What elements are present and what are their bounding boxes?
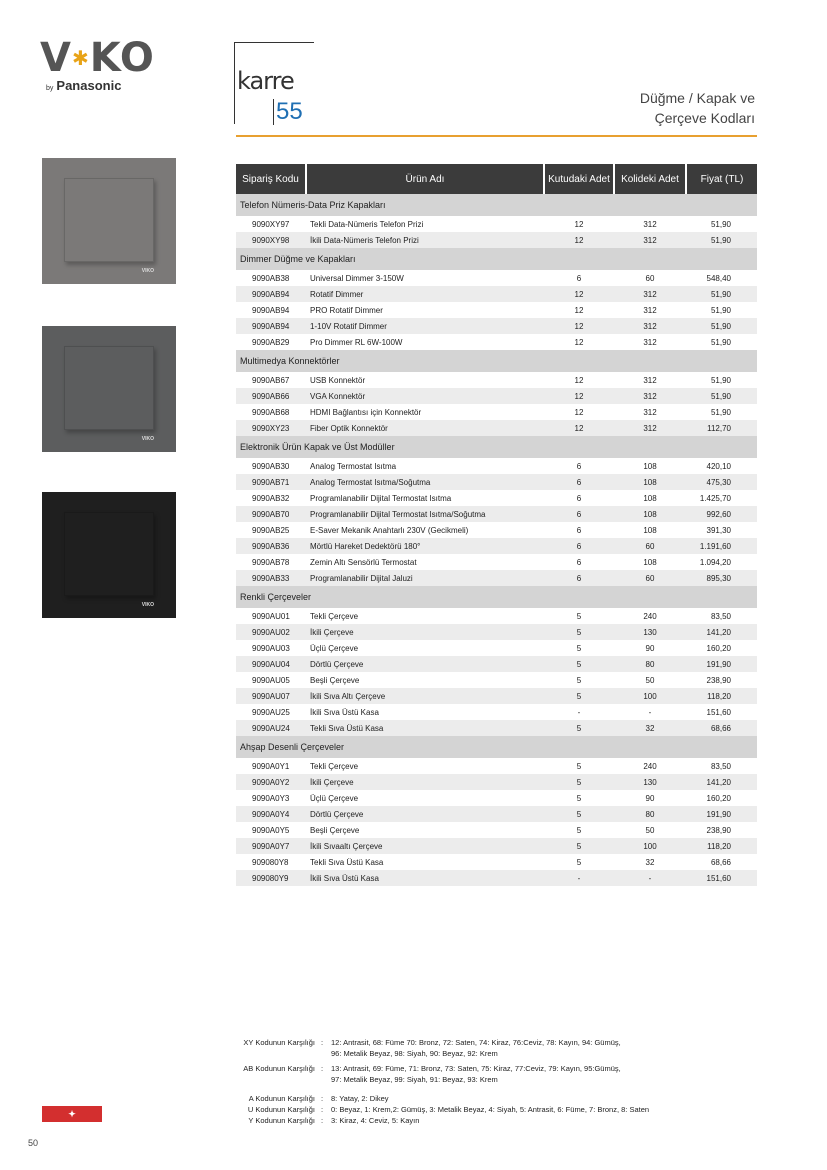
table-row (236, 554, 757, 570)
cell-product-name: Dörtlü Çerçeve (306, 806, 544, 822)
cell-product-name: Rotatif Dimmer (306, 286, 544, 302)
section-title: Renkli Çerçeveler (236, 586, 757, 608)
table-row (236, 790, 757, 806)
cell-order-code: 9090XY98 (236, 232, 306, 248)
cell-order-code: 9090A0Y7 (236, 838, 306, 854)
cell-case-qty: 32 (614, 854, 686, 870)
cell-price: 83,50 (686, 758, 757, 774)
table-row (236, 372, 757, 388)
section-title: Dimmer Düğme ve Kapakları (236, 248, 757, 270)
cell-price: 118,20 (686, 838, 757, 854)
table-section-row (236, 586, 757, 608)
table-row (236, 270, 757, 286)
cell-price: 151,60 (686, 870, 757, 886)
cell-product-name: İkili Sıva Altı Çerçeve (306, 688, 544, 704)
cell-case-qty: - (614, 870, 686, 886)
cell-product-name: E-Saver Mekanik Anahtarlı 230V (Gecikmeli) (306, 522, 544, 538)
cell-product-name: Tekli Sıva Üstü Kasa (306, 854, 544, 870)
legend-label: U Kodunun Karşılığı (247, 1105, 315, 1114)
legend-line: 96: Metalik Beyaz, 98: Siyah, 90: Beyaz, 92: Krem (331, 1049, 498, 1058)
swatch-fume (42, 158, 176, 284)
price-table (236, 164, 757, 886)
cell-price: 160,20 (686, 790, 757, 806)
cell-product-name: Analog Termostat Isıtma (306, 458, 544, 474)
legend-entry (236, 1104, 711, 1115)
cell-box-qty: 5 (544, 790, 614, 806)
cell-product-name: 1-10V Rotatif Dimmer (306, 318, 544, 334)
cell-price: 1.191,60 (686, 538, 757, 554)
cell-box-qty: 12 (544, 318, 614, 334)
legend-value (331, 1093, 711, 1104)
table-row (236, 404, 757, 420)
legend-label: XY Kodunun Karşılığı (243, 1038, 315, 1047)
cell-box-qty: 12 (544, 286, 614, 302)
sun-icon: ✱ (71, 46, 90, 70)
table-row (236, 672, 757, 688)
cell-product-name: Programlanabilir Dijital Termostat Isıtma/Soğutma (306, 506, 544, 522)
cell-order-code: 9090AU02 (236, 624, 306, 640)
legend-colon: : (321, 1116, 324, 1125)
cell-box-qty: 6 (544, 270, 614, 286)
viko-logo (40, 35, 155, 93)
cell-order-code: 9090XY97 (236, 216, 306, 232)
cell-box-qty: 12 (544, 420, 614, 436)
col-price: Fiyat (TL) (686, 164, 757, 194)
table-section-row (236, 350, 757, 372)
legend-label: A Kodunun Karşılığı (248, 1094, 315, 1103)
table-section-row (236, 194, 757, 216)
series-number: 55 (273, 99, 303, 125)
switch-plate (64, 346, 154, 430)
legend-line: 13: Antrasit, 69: Füme, 71: Bronz, 73: Saten, 75: Kiraz, 77:Ceviz, 79: Kayın, 95:Gümüş, (331, 1064, 621, 1073)
cell-case-qty: 60 (614, 570, 686, 586)
cell-box-qty: 6 (544, 490, 614, 506)
cell-box-qty: 5 (544, 854, 614, 870)
cell-price: 191,90 (686, 806, 757, 822)
cell-order-code: 9090AU24 (236, 720, 306, 736)
table-row (236, 774, 757, 790)
table-row (236, 458, 757, 474)
cell-price: 68,66 (686, 720, 757, 736)
cell-case-qty: 60 (614, 270, 686, 286)
table-row (236, 506, 757, 522)
cell-price: 68,66 (686, 854, 757, 870)
cell-order-code: 9090AB30 (236, 458, 306, 474)
cell-case-qty: 130 (614, 774, 686, 790)
cell-order-code: 9090AB66 (236, 388, 306, 404)
cell-price: 391,30 (686, 522, 757, 538)
legend-label: Y Kodunun Karşılığı (248, 1116, 315, 1125)
table-row (236, 720, 757, 736)
cell-price: 160,20 (686, 640, 757, 656)
cell-case-qty: 312 (614, 232, 686, 248)
table-row (236, 286, 757, 302)
col-product-name: Ürün Adı (306, 164, 544, 194)
cell-product-name: Üçlü Çerçeve (306, 790, 544, 806)
cell-order-code: 9090AB94 (236, 318, 306, 334)
table-row (236, 822, 757, 838)
cell-case-qty: 312 (614, 420, 686, 436)
cell-product-name: PRO Rotatif Dimmer (306, 302, 544, 318)
legend-value (331, 1115, 711, 1126)
series-word: karre (237, 67, 294, 95)
cell-order-code: 909080Y9 (236, 870, 306, 886)
legend-entry (236, 1063, 711, 1085)
cell-box-qty: 6 (544, 538, 614, 554)
section-title: Elektronik Ürün Kapak ve Üst Modüller (236, 436, 757, 458)
col-box-qty: Kutudaki Adet (544, 164, 614, 194)
cell-case-qty: 80 (614, 806, 686, 822)
cell-price: 141,20 (686, 624, 757, 640)
legend-line: 8: Yatay, 2: Dikey (331, 1094, 389, 1103)
cell-box-qty: 5 (544, 688, 614, 704)
cell-order-code: 9090AB78 (236, 554, 306, 570)
cell-order-code: 909080Y8 (236, 854, 306, 870)
table-row (236, 388, 757, 404)
cell-product-name: Tekli Çerçeve (306, 758, 544, 774)
table-row (236, 704, 757, 720)
table-row (236, 420, 757, 436)
cell-order-code: 9090AU03 (236, 640, 306, 656)
table-row (236, 624, 757, 640)
table-row (236, 570, 757, 586)
cell-order-code: 9090AB25 (236, 522, 306, 538)
table-row (236, 302, 757, 318)
cell-order-code: 9090AB71 (236, 474, 306, 490)
cell-product-name: Tekli Sıva Üstü Kasa (306, 720, 544, 736)
cell-box-qty: 5 (544, 822, 614, 838)
section-title: Ahşap Desenli Çerçeveler (236, 736, 757, 758)
table-row (236, 216, 757, 232)
cell-box-qty: 5 (544, 624, 614, 640)
cell-box-qty: 6 (544, 474, 614, 490)
table-row (236, 838, 757, 854)
cell-order-code: 9090AB33 (236, 570, 306, 586)
section-title: Telefon Nümeris-Data Priz Kapakları (236, 194, 757, 216)
cell-price: 1.094,20 (686, 554, 757, 570)
cell-box-qty: - (544, 704, 614, 720)
cell-box-qty: 5 (544, 608, 614, 624)
cell-product-name: Tekli Data-Nümeris Telefon Prizi (306, 216, 544, 232)
cell-box-qty: 6 (544, 506, 614, 522)
cell-price: 112,70 (686, 420, 757, 436)
cell-price: 51,90 (686, 232, 757, 248)
cell-product-name: Zemin Altı Sensörlü Termostat (306, 554, 544, 570)
cell-product-name: HDMI Bağlantısı için Konnektör (306, 404, 544, 420)
cell-order-code: 9090AB94 (236, 302, 306, 318)
table-row (236, 334, 757, 350)
cell-case-qty: 100 (614, 838, 686, 854)
cell-order-code: 9090A0Y2 (236, 774, 306, 790)
swatch-brand: VIKO (141, 268, 154, 274)
cell-case-qty: - (614, 704, 686, 720)
cell-order-code: 9090AU25 (236, 704, 306, 720)
cell-case-qty: 108 (614, 490, 686, 506)
cell-order-code: 9090AB67 (236, 372, 306, 388)
cell-case-qty: 80 (614, 656, 686, 672)
cell-price: 191,90 (686, 656, 757, 672)
cell-case-qty: 312 (614, 286, 686, 302)
cell-box-qty: 12 (544, 372, 614, 388)
cell-order-code: 9090AB68 (236, 404, 306, 420)
cell-price: 118,20 (686, 688, 757, 704)
legend-entry (236, 1115, 711, 1126)
table-row (236, 522, 757, 538)
cell-box-qty: 5 (544, 838, 614, 854)
table-row (236, 538, 757, 554)
cell-product-name: Üçlü Çerçeve (306, 640, 544, 656)
cell-box-qty: 12 (544, 232, 614, 248)
cell-product-name: İkili Data-Nümeris Telefon Prizi (306, 232, 544, 248)
cell-product-name: Pro Dimmer RL 6W-100W (306, 334, 544, 350)
logo-byline: by Panasonic (46, 78, 122, 93)
cell-order-code: 9090AB38 (236, 270, 306, 286)
cell-price: 238,90 (686, 672, 757, 688)
cell-order-code: 9090AB70 (236, 506, 306, 522)
swatch-siyah (42, 492, 176, 618)
cell-order-code: 9090A0Y4 (236, 806, 306, 822)
cell-box-qty: 6 (544, 522, 614, 538)
cell-price: 992,60 (686, 506, 757, 522)
cell-product-name: USB Konnektör (306, 372, 544, 388)
cell-product-name: İkili Çerçeve (306, 774, 544, 790)
cell-product-name: VGA Konnektör (306, 388, 544, 404)
cell-case-qty: 312 (614, 388, 686, 404)
cell-case-qty: 240 (614, 758, 686, 774)
cell-product-name: Beşli Çerçeve (306, 672, 544, 688)
legend-value (331, 1063, 711, 1085)
cell-box-qty: 12 (544, 216, 614, 232)
cell-case-qty: 312 (614, 302, 686, 318)
cell-product-name: Programlanabilir Dijital Termostat Isıtma (306, 490, 544, 506)
legend-colon: : (321, 1105, 324, 1114)
cell-case-qty: 90 (614, 640, 686, 656)
cell-price: 151,60 (686, 704, 757, 720)
cell-product-name: Analog Termostat Isıtma/Soğutma (306, 474, 544, 490)
cell-case-qty: 312 (614, 216, 686, 232)
cell-price: 51,90 (686, 216, 757, 232)
cell-price: 51,90 (686, 334, 757, 350)
table-row (236, 232, 757, 248)
legend-colon: : (321, 1064, 324, 1073)
cell-box-qty: 12 (544, 334, 614, 350)
table-body (236, 194, 757, 886)
cell-order-code: 9090AB32 (236, 490, 306, 506)
legend-line: 97: Metalik Beyaz, 99: Siyah, 91: Beyaz, 93: Krem (331, 1075, 498, 1084)
cell-case-qty: 90 (614, 790, 686, 806)
table-row (236, 640, 757, 656)
cell-order-code: 9090AU01 (236, 608, 306, 624)
title-line-1: Düğme / Kapak ve (639, 90, 755, 106)
cell-order-code: 9090AU05 (236, 672, 306, 688)
cell-box-qty: 6 (544, 570, 614, 586)
cell-case-qty: 108 (614, 506, 686, 522)
cell-price: 51,90 (686, 404, 757, 420)
cell-order-code: 9090XY23 (236, 420, 306, 436)
cell-box-qty: 5 (544, 672, 614, 688)
cell-box-qty: 6 (544, 458, 614, 474)
cell-product-name: Universal Dimmer 3-150W (306, 270, 544, 286)
cell-order-code: 9090AU04 (236, 656, 306, 672)
cell-price: 895,30 (686, 570, 757, 586)
legend-line: 3: Kiraz, 4: Ceviz, 5: Kayın (331, 1116, 420, 1125)
cell-price: 51,90 (686, 372, 757, 388)
cell-order-code: 9090A0Y3 (236, 790, 306, 806)
cell-box-qty: 6 (544, 554, 614, 570)
cell-order-code: 9090A0Y5 (236, 822, 306, 838)
legend-line: 12: Antrasit, 68: Füme 70: Bronz, 72: Saten, 74: Kiraz, 76:Ceviz, 78: Kayın, 94: Gümüş, (331, 1038, 621, 1047)
cell-case-qty: 108 (614, 474, 686, 490)
title-divider (236, 135, 757, 137)
legend-line: 0: Beyaz, 1: Krem,2: Gümüş, 3: Metalik Beyaz, 4: Siyah, 5: Antrasit, 6: Füme, 7: Bronz, 8: Saten (331, 1105, 650, 1114)
table-row (236, 318, 757, 334)
cell-order-code: 9090AU07 (236, 688, 306, 704)
legend-colon: : (321, 1094, 324, 1103)
col-case-qty: Kolideki Adet (614, 164, 686, 194)
table-row (236, 490, 757, 506)
cell-case-qty: 240 (614, 608, 686, 624)
cell-box-qty: 12 (544, 302, 614, 318)
logo-wordmark: V✱KO (40, 35, 155, 81)
cell-product-name: Programlanabilir Dijital Jaluzi (306, 570, 544, 586)
table-row (236, 854, 757, 870)
cell-case-qty: 312 (614, 334, 686, 350)
cell-product-name: İkili Sıva Üstü Kasa (306, 870, 544, 886)
cell-price: 51,90 (686, 318, 757, 334)
cell-box-qty: 5 (544, 774, 614, 790)
cell-price: 83,50 (686, 608, 757, 624)
cell-case-qty: 312 (614, 318, 686, 334)
cell-case-qty: 50 (614, 822, 686, 838)
cell-case-qty: 32 (614, 720, 686, 736)
cell-box-qty: 5 (544, 640, 614, 656)
page-title (640, 88, 755, 128)
legend-colon: : (321, 1038, 324, 1047)
cell-price: 51,90 (686, 302, 757, 318)
cell-price: 51,90 (686, 286, 757, 302)
cell-case-qty: 312 (614, 404, 686, 420)
cell-product-name: İkili Çerçeve (306, 624, 544, 640)
cell-product-name: Fiber Optik Konnektör (306, 420, 544, 436)
table-row (236, 656, 757, 672)
cell-box-qty: 5 (544, 656, 614, 672)
legend-entry (236, 1037, 711, 1059)
cell-case-qty: 108 (614, 522, 686, 538)
cell-product-name: İkili Sıva Üstü Kasa (306, 704, 544, 720)
cell-box-qty: 12 (544, 388, 614, 404)
cell-box-qty: 5 (544, 806, 614, 822)
legend-value (331, 1104, 711, 1115)
swatch-brand: VIKO (141, 602, 154, 608)
cell-order-code: 9090AB94 (236, 286, 306, 302)
table-section-row (236, 736, 757, 758)
cell-case-qty: 50 (614, 672, 686, 688)
cell-box-qty: 5 (544, 720, 614, 736)
swatch-brand: VIKO (141, 436, 154, 442)
code-legend (236, 1037, 711, 1126)
table-row (236, 806, 757, 822)
col-order-code: Sipariş Kodu (236, 164, 306, 194)
cell-case-qty: 312 (614, 372, 686, 388)
page-number: 50 (28, 1138, 39, 1148)
cell-case-qty: 108 (614, 458, 686, 474)
table-row (236, 688, 757, 704)
cell-box-qty: 12 (544, 404, 614, 420)
legend-value (331, 1037, 711, 1059)
title-line-2: Çerçeve Kodları (654, 110, 755, 126)
cell-product-name: Tekli Çerçeve (306, 608, 544, 624)
cell-box-qty: 5 (544, 758, 614, 774)
cell-price: 548,40 (686, 270, 757, 286)
cell-product-name: Beşli Çerçeve (306, 822, 544, 838)
table-row (236, 474, 757, 490)
table-section-row (236, 248, 757, 270)
legend-label: AB Kodunun Karşılığı (243, 1064, 315, 1073)
karre-series-logo (234, 42, 314, 124)
cell-product-name: İkili Sıvaaltı Çerçeve (306, 838, 544, 854)
dealer-stamp-logo: ✦ (42, 1106, 102, 1122)
cell-price: 475,30 (686, 474, 757, 490)
cell-price: 420,10 (686, 458, 757, 474)
cell-box-qty: - (544, 870, 614, 886)
cell-price: 141,20 (686, 774, 757, 790)
cell-product-name: Mörtlü Hareket Dedektörü 180° (306, 538, 544, 554)
table-row (236, 608, 757, 624)
cell-product-name: Dörtlü Çerçeve (306, 656, 544, 672)
cell-price: 238,90 (686, 822, 757, 838)
cell-case-qty: 60 (614, 538, 686, 554)
table-row (236, 758, 757, 774)
cell-order-code: 9090AB36 (236, 538, 306, 554)
switch-plate (64, 512, 154, 596)
cell-price: 51,90 (686, 388, 757, 404)
cell-case-qty: 108 (614, 554, 686, 570)
switch-plate (64, 178, 154, 262)
swatch-antrasit (42, 326, 176, 452)
table-header-row (236, 164, 757, 194)
table-section-row (236, 436, 757, 458)
cell-case-qty: 100 (614, 688, 686, 704)
cell-price: 1.425,70 (686, 490, 757, 506)
cell-order-code: 9090A0Y1 (236, 758, 306, 774)
table-row (236, 870, 757, 886)
section-title: Multimedya Konnektörler (236, 350, 757, 372)
cell-case-qty: 130 (614, 624, 686, 640)
cell-order-code: 9090AB29 (236, 334, 306, 350)
legend-entry (236, 1093, 711, 1104)
